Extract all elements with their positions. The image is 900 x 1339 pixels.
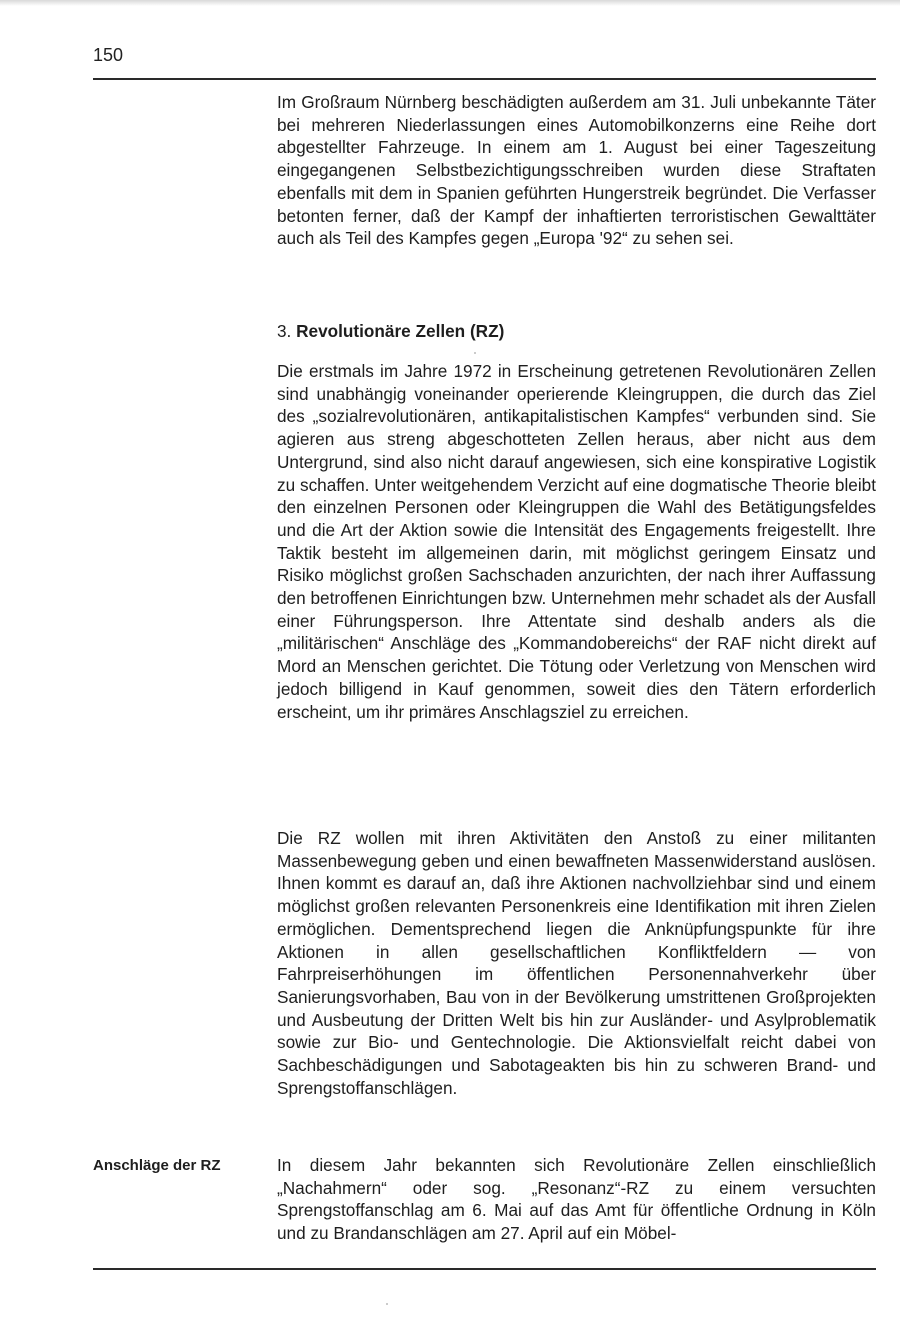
paragraph-2-text: Die erstmals im Jahre 1972 in Erscheinung getretenen Revolutionären Zellen sind unabhängig voneinander operierende Kleingruppen, die durch das Ziel des „sozialrevolutionären, antikapitalistischen Kampfes“ verbunden sind. Sie agieren aus streng abgeschotteten Zellen heraus, aber nicht aus dem Untergrund, sind also nicht darauf angewiesen, sich eine konspirative Logistik zu schaffen. Unter weitgehendem Verzicht auf eine dogmatische Theorie bleibt den einzelnen Personen oder Kleingruppen die Wahl des Betätigungsfeldes und die Art der Aktion sowie die Intensität des Engagements freigestellt. Ihre Taktik besteht im allgemeinen darin, mit möglichst geringem Einsatz und Risiko möglichst großen Sachschaden anzurichten, der nach ihrer Auffassung den betroffenen Einrichtungen bzw. Unternehmen mehr schadet als der Ausfall einer Führungsperson. Ihre Attentate sind deshalb anders als die „militärischen“ Anschläge des „Kommandobereichs“ der RAF nicht direkt auf Mord an Menschen gerichtet. Die Tötung oder Verletzung von Menschen wird jedoch billigend in Kauf genommen, soweit dies den Tätern erforderlich erscheint, um ihr primäres Anschlagsziel zu erreichen.: [277, 361, 876, 722]
paragraph-4-text: In diesem Jahr bekannten sich Revolutionäre Zellen einschließlich „Nachahmern“ oder sog. „Resonanz“-RZ zu einem versuchten Sprengstoffanschlag am 6. Mai auf das Amt für öffentliche Ordnung in Köln und zu Brandanschlägen am 27. April auf ein Möbel-: [277, 1155, 876, 1244]
scan-speck: [474, 352, 476, 354]
margin-note: Anschläge der RZ: [93, 1157, 221, 1174]
page-number: 150: [93, 45, 124, 65]
paragraph-1: [277, 91, 876, 250]
section-number: 3.: [277, 321, 292, 341]
paragraph-3-text: Die RZ wollen mit ihren Aktivitäten den Anstoß zu einer militanten Massenbewegung geben und einen bewaffneten Massenwiderstand auslösen. Ihnen kommt es darauf an, daß ihre Aktionen nachvollziehbar sind und einem möglichst großen relevanten Personenkreis eine Identifikation mit ihren Zielen ermöglichen. Dementsprechend liegen die Anknüpfungspunkte für ihre Aktionen in allen gesellschaftlichen Konfliktfeldern — von Fahrpreiserhöhungen im öffentlichen Personennahverkehr über Sanierungsvorhaben, Bau von in der Bevölkerung umstrittenen Großprojekten und Ausbeutung der Dritten Welt bis hin zur Ausländer- und Asylproblematik sowie zur Bio- und Gentechnologie. Die Aktionsvielfalt reicht dabei von Sachbeschädigungen und Sabotageakten bis hin zu schweren Brand- und Sprengstoffanschlägen.: [277, 828, 876, 1098]
scan-speck: [386, 1303, 388, 1305]
footer-rule: [93, 1268, 876, 1270]
section-heading: [277, 320, 876, 343]
paragraph-4: [277, 1154, 876, 1245]
scan-top-shadow: [0, 0, 900, 6]
header-rule: [93, 78, 876, 80]
section-title: Revolutionäre Zellen (RZ): [296, 321, 505, 341]
paragraph-2: [277, 360, 876, 723]
paragraph-1-text: Im Großraum Nürnberg beschädigten außerdem am 31. Juli unbekannte Täter bei mehreren Niederlassungen eines Automobilkonzerns eine Reihe dort abgestellter Fahrzeuge. In einem am 1. August bei einer Tageszeitung eingegangenen Selbstbezichtigungsschreiben wurden diese Straftaten ebenfalls mit dem in Spanien geführten Hungerstreik begründet. Die Verfasser betonten ferner, daß der Kampf der inhaftierten terroristischen Gewalttäter auch als Teil des Kampfes gegen „Europa '92“ zu sehen sei.: [277, 92, 876, 249]
paragraph-3: [277, 827, 876, 1099]
